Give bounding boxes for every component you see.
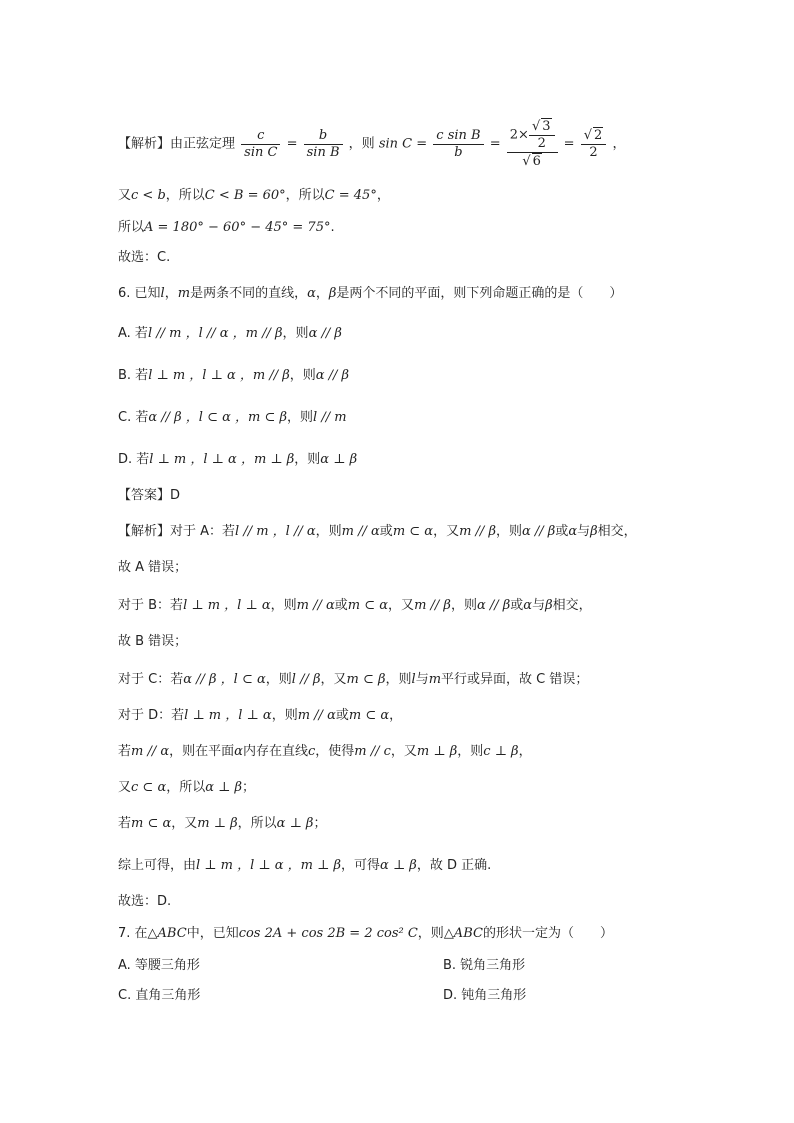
fraction-nested-sqrt: 2× $\frac{√ 3}{2}$ √ 6 <box>507 118 558 170</box>
analysis-line-2: 又c < b，所以C < B = 60°，所以C = 45°， <box>118 188 390 203</box>
choice-d-line: 故选：D. <box>118 894 172 909</box>
analysis2-line-c: 对于 C：若α // β ，l ⊂ α，则l // β，又m ⊂ β，则l与m平行或异面，故 C 错误； <box>118 672 589 687</box>
question-6-stem: 6. 已知l，m是两条不同的直线，α，β是两个不同的平面，则下列命题正确的是（ ） <box>118 286 623 301</box>
analysis2-line-b-conclusion: 故 B 错误； <box>118 634 188 649</box>
analysis-tag: 【解析】 <box>118 136 171 152</box>
analysis2-line-d-case1-result: 又c ⊂ α，所以α ⊥ β； <box>118 780 256 795</box>
analysis-line-1: 【解析】由正弦定理 $\frac{c}{\text{sin C}}$ = $\frac{b}{\text{sin B}}$ ，则 sin C = $\frac{\text{c sin B}}{b}$ = 2× $\frac{√ 3}{2}$ √ 6 = $\frac{√ 2}{2}$ ， <box>118 119 626 169</box>
analysis2-line-b: 对于 B：若l ⊥ m ，l ⊥ α，则m // α或m ⊂ α，又m // β，则α // β或α与β相交， <box>118 598 592 613</box>
choice-c-line: 故选：C. <box>118 250 171 265</box>
question-6-option-d: D. 若l ⊥ m ，l ⊥ α ，m ⊥ β，则α ⊥ β <box>118 452 358 467</box>
question-6-option-a: A. 若l // m ，l // α ，m // β，则α // β <box>118 326 342 341</box>
question-7-stem: 7. 在△ABC中，已知cos 2A + cos 2B = 2 cos² C，则△ABC的形状一定为（ ） <box>118 926 613 941</box>
analysis2-line-d-case1: 若m // α，则在平面α内存在直线c，使得m // c，又m ⊥ β，则c ⊥ β， <box>118 744 532 759</box>
analysis2-line-d-case2: 若m ⊂ α，又m ⊥ β，所以α ⊥ β； <box>118 816 327 831</box>
question-7-option-d: D. 钝角三角形 <box>443 988 527 1003</box>
question-6-option-b: B. 若l ⊥ m ，l ⊥ α ，m // β，则α // β <box>118 368 350 383</box>
question-7-option-c: C. 直角三角形 <box>118 988 201 1003</box>
question-7-option-b: B. 锐角三角形 <box>443 958 526 973</box>
analysis-line-3: 所以A = 180° − 60° − 45° = 75°. <box>118 220 335 235</box>
fraction-b-over-sinB: $\frac{b}{\text{sin B}}$ <box>304 128 343 161</box>
analysis2-summary: 综上可得，由l ⊥ m ，l ⊥ α ，m ⊥ β，可得α ⊥ β，故 D 正确. <box>118 858 492 873</box>
analysis2-line-d: 对于 D：若l ⊥ m ，l ⊥ α，则m // α或m ⊂ α， <box>118 708 403 723</box>
fraction-sqrt2-over-2: $\frac{√ 2}{2}$ <box>581 127 607 161</box>
fraction-csinB-over-b: $\frac{\text{c sin B}}{b}$ <box>433 128 483 161</box>
analysis2-line-a-conclusion: 故 A 错误； <box>118 560 188 575</box>
answer-line: 【答案】D <box>118 488 181 503</box>
analysis2-line-a: 【解析】对于 A：若l // m ，l // α，则m // α或m ⊂ α，又m // β，则α // β或α与β相交， <box>118 524 637 539</box>
fraction-c-over-sinC: $\frac{c}{\text{sin C}}$ <box>241 128 280 161</box>
question-7-option-a: A. 等腰三角形 <box>118 958 200 973</box>
question-6-option-c: C. 若α // β ，l ⊂ α ，m ⊂ β，则l // m <box>118 410 347 425</box>
